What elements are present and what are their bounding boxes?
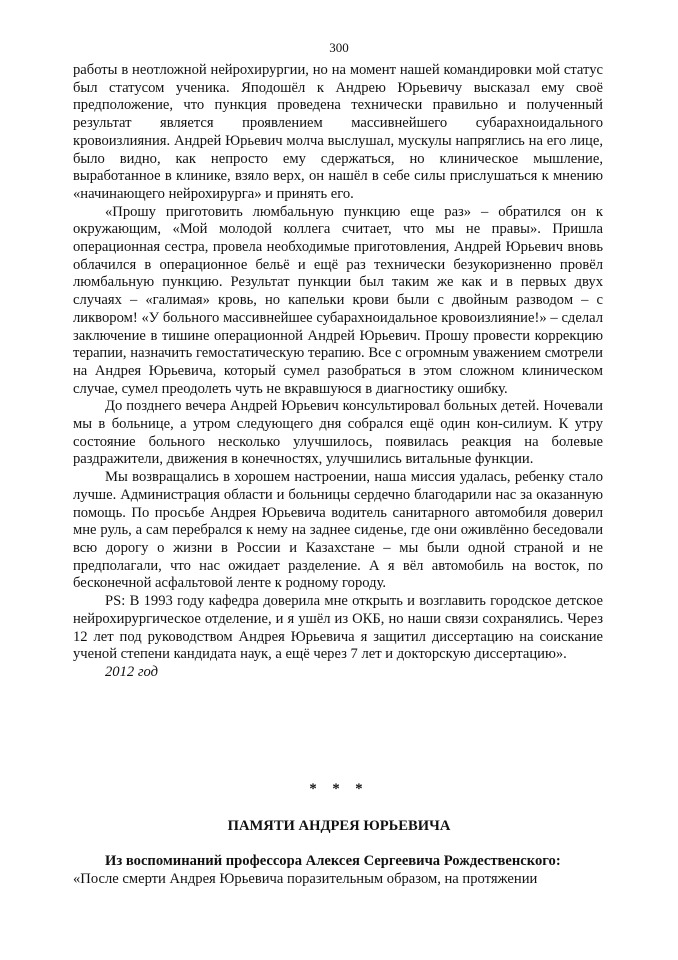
paragraph-4: Мы возвращались в хорошем настроении, наша миссия удалась, ребенку стало лучше. Администрация области и больницы сердечно благодарили нас за оказанную помощь. По просьбе Андрея Юрьевича водитель санитарного автомобиля доверил мне руль, а сам перебрался к нему на заднее сиденье, где они оживлённо беседовали всю дорогу о жизни в России и Казахстане – мы были одной страной и не предполагали, что нас ожидает разделение. А я вёл автомобиль на восток, по бесконечной асфальтовой ленте к родному городу.	[73, 469, 603, 592]
section-separator: * * *	[309, 781, 369, 797]
section-title: ПАМЯТИ АНДРЕЯ ЮРЬЕВИЧА	[227, 818, 451, 834]
main-text	[73, 62, 603, 682]
paragraph-3: До позднего вечера Андрей Юрьевич консультировал больных детей. Ночевали мы в больнице, а утром следующего дня собрался ещё один кон-силиум. К утру состояние больного несколько улучшилось, появилась реакция на болевые раздражители, движения в конечностях, улучшились витальные функции.	[73, 398, 603, 468]
page-number: 300	[329, 40, 349, 55]
paragraph-1: работы в неотложной нейрохирургии, но на момент нашей командировки мой статус был статусом ученика. Яподошёл к Андрею Юрьевичу высказал ему своё предположение, что пункция проведена технически правильно и полученный результат является проявлением массивнейшего субарахноидального кровоизлияния. Андрей Юрьевич молча выслушал, мускулы напряглись на его лице, было видно, как непросто ему сдержаться, но клиническое мышление, выработанное в клинике, взяло верх, он нашёл в себе силы прислушаться к мнению «начинающего нейрохирурга» и принять его.	[73, 62, 603, 202]
paragraph-ps: PS: В 1993 году кафедра доверила мне открыть и возглавить городское детское нейрохирургическое отделение, и я ушёл из ОКБ, но наши связи сохранялись. Через 12 лет под руководством Андрея Юрьевича я защитил диссертацию на соискание ученой степени кандидата наук, а ещё через 7 лет и докторскую диссертацию».	[73, 593, 603, 663]
year-signature: 2012 год	[105, 663, 159, 680]
memoir-start: «После смерти Андрея Юрьевича поразительным образом, на протяжении	[73, 870, 538, 887]
paragraph-2: «Прошу приготовить люмбальную пункцию еще раз» – обратился он к окружающим, «Мой молодой коллега считает, что мы не правы». Пришла операционная сестра, провела необходимые приготовления, Андрей Юрьевич вновь облачился в операционное бельё и ещё раз технически безукоризненно провёл люмбальную пункцию. Результат пункции был таким же как и в первых двух случаях – «галимая» кровь, но капельки крови были с двойным разводом – с ликвором! «У больного массивнейшее субарахноидальное кровоизлияние!» – сделал заключение в тишине операционной Андрей Юрьевич. Прошу провести коррекцию терапии, назначить гемостатическую терапию. Все с огромным уважением смотрели на Андрея Юрьевича, который сумел разобраться в этом сложном клиническом случае, сумел преодолеть чуть не вкравшуюся в диагностику ошибку.	[73, 203, 603, 397]
memoir-text	[73, 853, 603, 888]
memoir-intro: Из воспоминаний профессора Алексея Сергеевича Рождественского:	[105, 853, 561, 869]
memoir-intro-paragraph	[73, 853, 603, 871]
